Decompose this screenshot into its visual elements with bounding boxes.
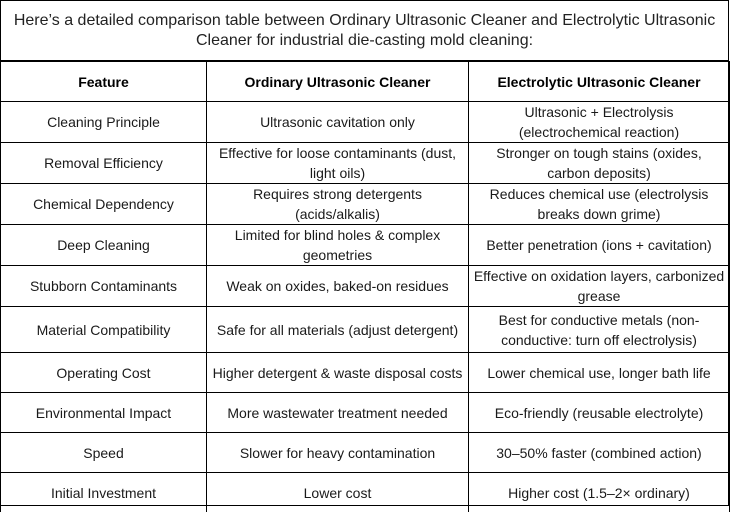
- table-row: [1, 473, 730, 512]
- ordinary-cell: Slower for heavy contamination: [207, 433, 469, 473]
- table-row: [1, 393, 730, 433]
- header-feature: Feature: [1, 62, 207, 102]
- header-electrolytic: Electrolytic Ultrasonic Cleaner: [469, 62, 730, 102]
- feature-cell: Material Compatibility: [1, 307, 207, 353]
- electrolytic-cell: Higher cost (1.5–2× ordinary): [469, 473, 730, 512]
- electrolytic-cell: Lower chemical use, longer bath life: [469, 353, 730, 393]
- table-row: [1, 433, 730, 473]
- electrolytic-cell: Eco-friendly (reusable electrolyte): [469, 393, 730, 433]
- table-row: [1, 266, 730, 307]
- electrolytic-cell: Ultrasonic + Electrolysis (electrochemical reaction): [469, 102, 730, 143]
- feature-cell: Initial Investment: [1, 473, 207, 512]
- table-row: [1, 225, 730, 266]
- electrolytic-cell: Best for conductive metals (non-conductive: turn off electrolysis): [469, 307, 730, 353]
- ordinary-cell: More wastewater treatment needed: [207, 393, 469, 433]
- feature-cell: Removal Efficiency: [1, 143, 207, 184]
- table-row: [1, 353, 730, 393]
- table-row: [1, 102, 730, 143]
- table-row: [1, 184, 730, 225]
- ordinary-cell: Higher detergent & waste disposal costs: [207, 353, 469, 393]
- header-row: [1, 62, 730, 102]
- ordinary-cell: Lower cost: [207, 473, 469, 512]
- electrolytic-cell: Better penetration (ions + cavitation): [469, 225, 730, 266]
- electrolytic-cell: Stronger on tough stains (oxides, carbon deposits): [469, 143, 730, 184]
- feature-cell: Speed: [1, 433, 207, 473]
- ordinary-cell: Requires strong detergents (acids/alkalis): [207, 184, 469, 225]
- table-row: [1, 143, 730, 184]
- ordinary-cell: Effective for loose contaminants (dust, light oils): [207, 143, 469, 184]
- ordinary-cell: Limited for blind holes & complex geometries: [207, 225, 469, 266]
- feature-cell: Cleaning Principle: [1, 102, 207, 143]
- feature-cell: Deep Cleaning: [1, 225, 207, 266]
- ordinary-cell: Weak on oxides, baked-on residues: [207, 266, 469, 307]
- intro-text: Here’s a detailed comparison table between Ordinary Ultrasonic Cleaner and Electrolytic Ultrasonic Cleaner for industrial die-casting mold cleaning:: [1, 1, 728, 61]
- feature-cell: Environmental Impact: [1, 393, 207, 433]
- table-row: [1, 307, 730, 353]
- electrolytic-cell: Effective on oxidation layers, carbonized grease: [469, 266, 730, 307]
- ordinary-cell: Ultrasonic cavitation only: [207, 102, 469, 143]
- feature-cell: Chemical Dependency: [1, 184, 207, 225]
- electrolytic-cell: 30–50% faster (combined action): [469, 433, 730, 473]
- feature-cell: Stubborn Contaminants: [1, 266, 207, 307]
- header-ordinary: Ordinary Ultrasonic Cleaner: [207, 62, 469, 102]
- feature-cell: Operating Cost: [1, 353, 207, 393]
- electrolytic-cell: Reduces chemical use (electrolysis breaks down grime): [469, 184, 730, 225]
- comparison-table: [0, 61, 730, 512]
- ordinary-cell: Safe for all materials (adjust detergent): [207, 307, 469, 353]
